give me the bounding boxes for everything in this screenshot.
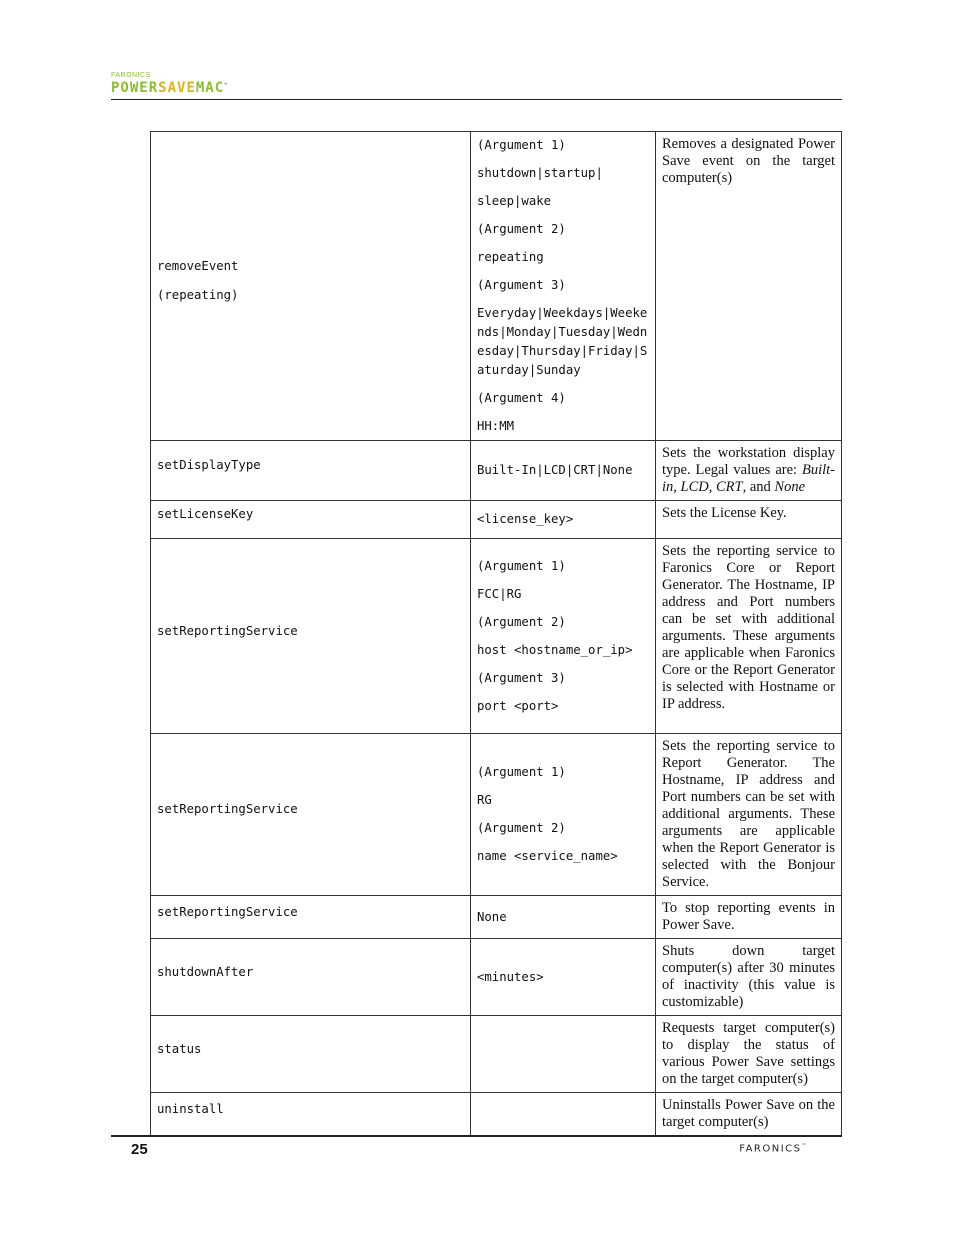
argument-line: (Argument 1) xyxy=(477,765,566,779)
description-text: , xyxy=(673,479,681,495)
argument-line: (Argument 1) xyxy=(477,138,566,152)
command-name: shutdownAfter xyxy=(157,964,254,979)
logo-part-power: POWER xyxy=(111,80,159,96)
table-row xyxy=(151,539,842,734)
argument-line: (Argument 2) xyxy=(477,614,566,629)
command-cell xyxy=(151,734,471,896)
command-cell xyxy=(151,501,471,539)
argument-cell xyxy=(471,939,656,1016)
command-qualifier: (repeating) xyxy=(157,288,239,302)
argument-line: port <port> xyxy=(477,698,559,713)
command-name: removeEvent xyxy=(157,259,239,273)
command-cell xyxy=(151,896,471,939)
faronics-small-logo: FARONICS xyxy=(111,72,151,79)
argument-line: HH:MM xyxy=(477,419,515,433)
command-cell xyxy=(151,132,471,441)
description-emphasis: None xyxy=(774,479,806,495)
description-cell: Shuts down target computer(s) after 30 minutes of inactivity (this value is customizable) xyxy=(656,939,842,1016)
table-row xyxy=(151,939,842,1016)
description-emphasis: CRT xyxy=(716,479,743,495)
command-cell xyxy=(151,539,471,734)
description-cell: Sets the reporting service to Faronics Core or Report Generator. The Hostname, IP address and Port numbers can be set with additional arguments. These arguments are applicable when Faronics Core or the Report Generator is selected with Hostname or IP address. xyxy=(656,539,842,734)
table-row xyxy=(151,1093,842,1136)
logo-part-save: SAVE xyxy=(158,80,196,96)
argument-line: (Argument 4) xyxy=(477,391,566,405)
argument-line: None xyxy=(477,909,507,924)
argument-line: <license_key> xyxy=(477,512,574,526)
argument-line: (Argument 3) xyxy=(477,670,566,685)
page-header xyxy=(111,72,842,100)
command-name: setReportingService xyxy=(157,904,298,919)
description-text: , xyxy=(708,479,716,495)
table-row xyxy=(151,1016,842,1093)
argument-line: RG xyxy=(477,793,492,807)
argument-line: repeating xyxy=(477,250,544,264)
argument-cell xyxy=(471,539,656,734)
argument-cell xyxy=(471,501,656,539)
argument-line: sleep|wake xyxy=(477,194,552,208)
command-cell xyxy=(151,1016,471,1093)
trademark-mark: ™ xyxy=(224,82,229,89)
table-row xyxy=(151,734,842,896)
argument-line: name <service_name> xyxy=(477,849,618,863)
argument-line: Everyday|Weekdays|Weekends|Monday|Tuesday|Wednesday|Thursday|Friday|Saturday|Sunday xyxy=(477,306,648,377)
argument-line: (Argument 2) xyxy=(477,222,566,236)
argument-cell xyxy=(471,1016,656,1093)
powersavemac-logo xyxy=(111,80,228,96)
description-cell xyxy=(656,441,842,501)
command-cell xyxy=(151,939,471,1016)
description-cell: Removes a designated Power Save event on the target computer(s) xyxy=(656,132,842,441)
command-name: setReportingService xyxy=(157,802,298,816)
page-footer xyxy=(111,1135,842,1158)
argument-line: (Argument 1) xyxy=(477,558,566,573)
argument-cell xyxy=(471,734,656,896)
command-table xyxy=(150,131,842,1136)
command-name: setReportingService xyxy=(157,623,298,638)
trademark-mark: ™ xyxy=(801,1143,808,1149)
description-emphasis: LCD xyxy=(680,479,709,495)
command-cell xyxy=(151,1093,471,1136)
argument-line: Built-In|LCD|CRT|None xyxy=(477,463,633,477)
argument-line: <minutes> xyxy=(477,969,544,984)
argument-line: shutdown|startup| xyxy=(477,166,603,180)
command-cell xyxy=(151,441,471,501)
argument-line: FCC|RG xyxy=(477,586,522,601)
description-text: Sets the workstation display type. Legal values are: xyxy=(662,445,835,478)
page-number: 25 xyxy=(131,1141,148,1158)
argument-cell xyxy=(471,441,656,501)
command-name: status xyxy=(157,1041,202,1056)
table-row xyxy=(151,441,842,501)
command-name: setDisplayType xyxy=(157,458,261,472)
table-row xyxy=(151,132,842,441)
table-row xyxy=(151,896,842,939)
description-cell: To stop reporting events in Power Save. xyxy=(656,896,842,939)
table-row xyxy=(151,501,842,539)
command-name: uninstall xyxy=(157,1101,224,1116)
argument-line: host <hostname_or_ip> xyxy=(477,642,633,657)
argument-cell xyxy=(471,132,656,441)
description-cell: Sets the reporting service to Report Generator. The Hostname, IP address and Port numbers can be set with additional arguments. These arguments are applicable when the Report Generator is selected with the Bonjour Service. xyxy=(656,734,842,896)
footer-logo-text: FARONICS xyxy=(739,1143,802,1155)
argument-cell xyxy=(471,896,656,939)
description-cell: Uninstalls Power Save on the target computer(s) xyxy=(656,1093,842,1136)
command-name: setLicenseKey xyxy=(157,507,254,521)
logo-part-mac: MAC xyxy=(195,80,225,96)
argument-line: (Argument 2) xyxy=(477,821,566,835)
faronics-footer-logo xyxy=(739,1143,808,1154)
description-cell: Sets the License Key. xyxy=(656,501,842,539)
argument-line: (Argument 3) xyxy=(477,278,566,292)
description-emphasis: Built-in xyxy=(662,462,835,495)
description-text: , and xyxy=(742,479,775,495)
argument-cell xyxy=(471,1093,656,1136)
description-cell: Requests target computer(s) to display the status of various Power Save settings on the target computer(s) xyxy=(656,1016,842,1093)
